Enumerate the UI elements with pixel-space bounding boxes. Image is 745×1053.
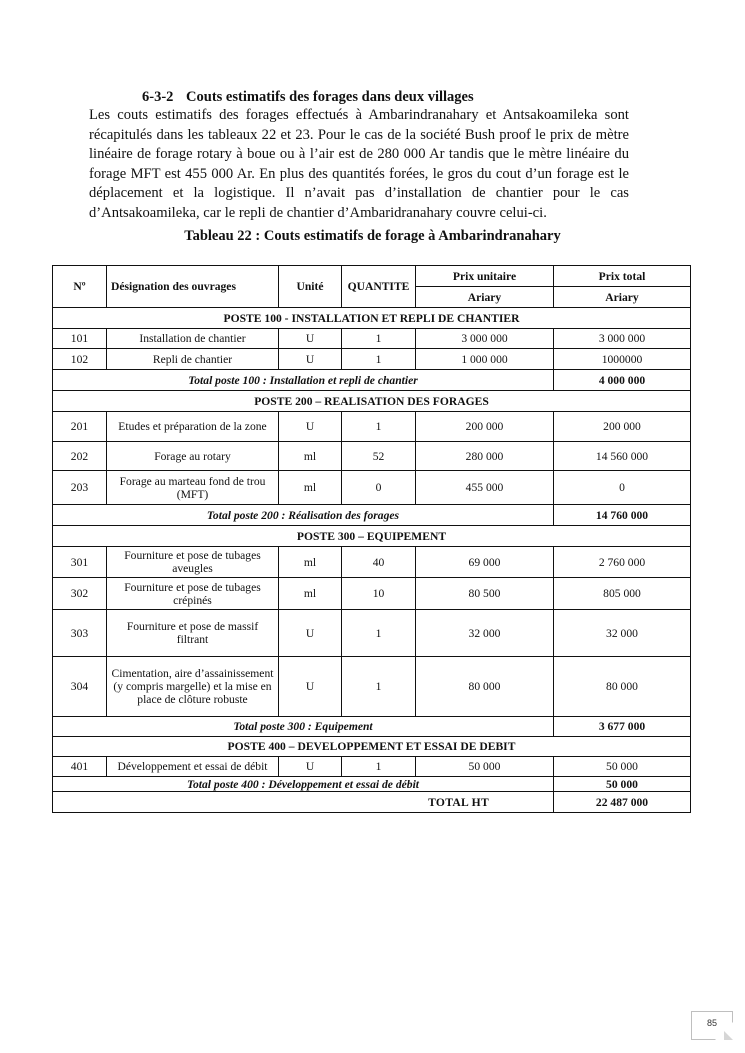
cell-unite: U: [279, 329, 342, 349]
cell-unite: ml: [279, 578, 342, 610]
cell-prix-total: 3 000 000: [554, 329, 691, 349]
cell-prix-unitaire: 1 000 000: [416, 349, 554, 370]
cell-prix-total: 80 000: [554, 657, 691, 717]
cell-prix-unitaire: 80 500: [416, 578, 554, 610]
cell-no: 302: [53, 578, 107, 610]
cell-unite: U: [279, 349, 342, 370]
table-row: [53, 412, 691, 442]
cell-quantite: 1: [342, 657, 416, 717]
cell-prix-unitaire: 455 000: [416, 471, 554, 505]
table-row: [53, 657, 691, 717]
cell-quantite: 10: [342, 578, 416, 610]
poste-title: POSTE 300 – EQUIPEMENT: [53, 526, 691, 547]
section-title: Couts estimatifs des forages dans deux villages: [186, 89, 474, 105]
cell-unite: U: [279, 412, 342, 442]
table-row: [53, 442, 691, 471]
cell-quantite: 0: [342, 471, 416, 505]
cell-prix-total: 2 760 000: [554, 547, 691, 578]
body-paragraph: Les couts estimatifs des forages effectués à Ambarindranahary et Antsakoamileka sont récapitulés dans les tableaux 22 et 23. Pour le cas de la société Bush proof le prix de mètre linéaire de forage rotary à boue ou à l’air est de 280 000 Ar tandis que le mètre linéaire du forage MFT est 455 000 Ar. En plus des quantités forées, le gros du cout d’un forage est le déplacement et la logistique. Il n’avait pas d’installation de chantier pour le cas d’Antsakoamileka, car le repli de chantier d’Ambaridranahary couvre celui-ci.: [89, 107, 629, 221]
cell-prix-total: 14 560 000: [554, 442, 691, 471]
poste-header-row: [53, 391, 691, 412]
cell-prix-unitaire: 50 000: [416, 757, 554, 777]
cell-prix-unitaire: 80 000: [416, 657, 554, 717]
poste-title: POSTE 400 – DEVELOPPEMENT ET ESSAI DE DEBIT: [53, 737, 691, 757]
cell-prix-unitaire: 280 000: [416, 442, 554, 471]
cell-no: 304: [53, 657, 107, 717]
cell-designation: Installation de chantier: [107, 329, 279, 349]
cell-designation: Cimentation, aire d’assainissement (y compris margelle) et la mise en place de clôture robuste: [107, 657, 279, 717]
cell-prix-total: 32 000: [554, 610, 691, 657]
header-unite: Unité: [279, 266, 342, 308]
header-prix-unitaire: Prix unitaire: [416, 266, 554, 287]
table-row: [53, 578, 691, 610]
poste-total-value: 14 760 000: [554, 505, 691, 526]
poste-total-label: Total poste 400 : Développement et essai de débit: [53, 777, 554, 792]
cell-prix-unitaire: 3 000 000: [416, 329, 554, 349]
cell-no: 201: [53, 412, 107, 442]
header-row: [53, 266, 691, 287]
cell-quantite: 1: [342, 349, 416, 370]
section-number: 6-3-2: [142, 89, 174, 105]
table-row: [53, 349, 691, 370]
table-row: [53, 610, 691, 657]
poste-total-value: 3 677 000: [554, 717, 691, 737]
cell-quantite: 40: [342, 547, 416, 578]
grand-total-row: [53, 792, 691, 813]
cell-unite: U: [279, 757, 342, 777]
cell-designation: Forage au marteau fond de trou (MFT): [107, 471, 279, 505]
grand-total-label: TOTAL HT: [53, 792, 554, 813]
table-row: [53, 547, 691, 578]
cell-designation: Etudes et préparation de la zone: [107, 412, 279, 442]
cell-designation: Fourniture et pose de tubages crépinés: [107, 578, 279, 610]
cell-designation: Repli de chantier: [107, 349, 279, 370]
grand-total-value: 22 487 000: [554, 792, 691, 813]
cell-designation: Développement et essai de débit: [107, 757, 279, 777]
cell-no: 303: [53, 610, 107, 657]
cell-quantite: 1: [342, 412, 416, 442]
poste-header-row: [53, 526, 691, 547]
cell-quantite: 1: [342, 329, 416, 349]
poste-total-row: [53, 777, 691, 792]
cell-no: 203: [53, 471, 107, 505]
header-no: Nº: [53, 266, 107, 308]
cell-quantite: 1: [342, 757, 416, 777]
cell-prix-total: 50 000: [554, 757, 691, 777]
section-heading: [142, 89, 474, 106]
poste-total-value: 50 000: [554, 777, 691, 792]
cell-designation: Forage au rotary: [107, 442, 279, 471]
cell-unite: ml: [279, 471, 342, 505]
table-caption: Tableau 22 : Couts estimatifs de forage à Ambarindranahary: [184, 228, 561, 244]
cell-no: 301: [53, 547, 107, 578]
cell-designation: Fourniture et pose de massif filtrant: [107, 610, 279, 657]
cell-prix-total: 805 000: [554, 578, 691, 610]
poste-header-row: [53, 737, 691, 757]
table-row: [53, 329, 691, 349]
cell-prix-total: 200 000: [554, 412, 691, 442]
cell-prix-unitaire: 69 000: [416, 547, 554, 578]
poste-total-label: Total poste 300 : Equipement: [53, 717, 554, 737]
header-prix-unitaire-unit: Ariary: [416, 287, 554, 308]
cell-no: 202: [53, 442, 107, 471]
poste-total-value: 4 000 000: [554, 370, 691, 391]
poste-total-label: Total poste 200 : Réalisation des forages: [53, 505, 554, 526]
cell-unite: U: [279, 657, 342, 717]
header-quantite: QUANTITE: [342, 266, 416, 308]
cell-no: 102: [53, 349, 107, 370]
poste-total-row: [53, 717, 691, 737]
poste-title: POSTE 100 - INSTALLATION ET REPLI DE CHANTIER: [53, 308, 691, 329]
page-number-box: [691, 1011, 733, 1040]
header-prix-total-unit: Ariary: [554, 287, 691, 308]
poste-total-label: Total poste 100 : Installation et repli de chantier: [53, 370, 554, 391]
cell-unite: ml: [279, 442, 342, 471]
page-number: 85: [706, 1018, 717, 1028]
cell-quantite: 1: [342, 610, 416, 657]
cell-unite: ml: [279, 547, 342, 578]
cell-designation: Fourniture et pose de tubages aveugles: [107, 547, 279, 578]
cell-quantite: 52: [342, 442, 416, 471]
cell-no: 401: [53, 757, 107, 777]
cell-prix-unitaire: 200 000: [416, 412, 554, 442]
poste-total-row: [53, 370, 691, 391]
cell-prix-total: 0: [554, 471, 691, 505]
cell-unite: U: [279, 610, 342, 657]
cell-no: 101: [53, 329, 107, 349]
poste-total-row: [53, 505, 691, 526]
cell-prix-total: 1000000: [554, 349, 691, 370]
header-prix-total: Prix total: [554, 266, 691, 287]
table-row: [53, 471, 691, 505]
cost-table: [52, 265, 691, 813]
poste-title: POSTE 200 – REALISATION DES FORAGES: [53, 391, 691, 412]
page-curl-shadow: [724, 1031, 733, 1040]
poste-header-row: [53, 308, 691, 329]
header-designation: Désignation des ouvrages: [107, 266, 279, 308]
cell-prix-unitaire: 32 000: [416, 610, 554, 657]
table-row: [53, 757, 691, 777]
